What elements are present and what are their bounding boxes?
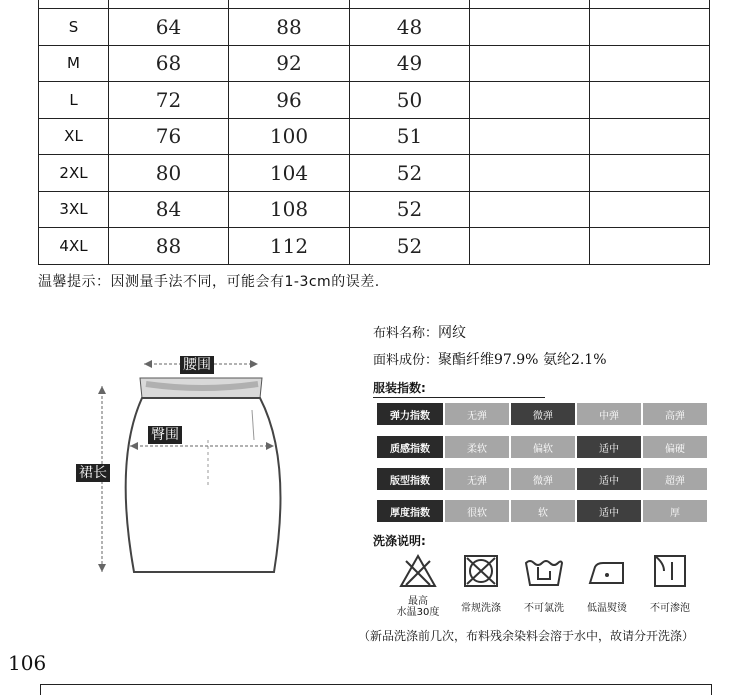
fabric-name-value: 网纹: [438, 325, 467, 341]
value-cell: 100: [229, 118, 350, 155]
value-cell: 68: [109, 45, 229, 82]
index-option: 柔软: [445, 436, 509, 458]
index-section-label: 服装指数:: [373, 381, 426, 395]
size-cell: L: [39, 82, 109, 119]
index-option: 无弹: [445, 403, 509, 425]
value-cell: 76: [109, 118, 229, 155]
value-cell: 52: [350, 191, 470, 228]
empty-cell: [470, 82, 590, 119]
empty-cell: [470, 9, 590, 46]
size-cell: S: [39, 9, 109, 46]
wash-caption: [575, 603, 639, 614]
value-cell: 48: [350, 9, 470, 46]
empty-cell: [590, 155, 710, 192]
index-name: 弹力指数: [377, 403, 443, 425]
composition-value: 聚酯纤维97.9% 氨纶2.1%: [438, 352, 607, 368]
table-row: [39, 155, 710, 192]
wash-note: （新品洗涤前几次，布料残余染料会溶于水中，故请分开洗涤）: [358, 629, 695, 643]
index-option: 适中: [577, 500, 641, 522]
value-cell: 64: [109, 9, 229, 46]
value-cell: 96: [229, 82, 350, 119]
table-row: [39, 191, 710, 228]
index-option: 适中: [577, 468, 641, 490]
waist-label: 腰围: [180, 356, 214, 374]
low-iron-icon: [587, 553, 627, 589]
no-bleach-icon: [524, 553, 564, 589]
value-cell: 92: [229, 45, 350, 82]
index-option: 超弹: [643, 468, 707, 490]
wash-section-label: 洗涤说明:: [373, 534, 426, 548]
wash-caption-line2: 不可渗泡: [650, 603, 690, 614]
size-cell: M: [39, 45, 109, 82]
wash-caption-line2: 不可氯洗: [524, 603, 564, 614]
index-row: [377, 403, 711, 425]
index-option: 高弹: [643, 403, 707, 425]
wash-caption-line1: 最高: [408, 596, 428, 607]
index-option: 中弹: [577, 403, 641, 425]
index-name: 厚度指数: [377, 500, 443, 522]
value-cell: 104: [229, 155, 350, 192]
no-machine-wash-icon: [461, 553, 501, 589]
value-cell: 52: [350, 155, 470, 192]
section-divider: [373, 397, 545, 398]
table-row: [39, 9, 710, 46]
value-cell: 84: [109, 191, 229, 228]
value-cell: 51: [350, 118, 470, 155]
size-cell: XL: [39, 118, 109, 155]
hand-wash-30-icon: [398, 553, 438, 589]
index-option: 无弹: [445, 468, 509, 490]
fabric-composition: [373, 349, 607, 369]
table-row: [39, 82, 710, 119]
wash-caption: [512, 603, 576, 614]
wash-caption: [449, 603, 513, 614]
next-table-edge: [40, 684, 712, 695]
skirt-diagram: [62, 340, 312, 590]
empty-cell: [590, 118, 710, 155]
index-row: [377, 468, 711, 490]
empty-cell: [590, 9, 710, 46]
wash-caption-line2: 低温熨烫: [587, 603, 627, 614]
no-soak-icon: [650, 553, 690, 589]
value-cell: 80: [109, 155, 229, 192]
size-cell: 4XL: [39, 228, 109, 265]
wash-caption-line2: 水温30度: [396, 607, 440, 618]
value-cell: 49: [350, 45, 470, 82]
wash-caption: [638, 603, 702, 614]
table-row: [39, 228, 710, 265]
empty-cell: [470, 155, 590, 192]
empty-cell: [590, 191, 710, 228]
size-cell: 2XL: [39, 155, 109, 192]
value-cell: 112: [229, 228, 350, 265]
length-label: 裙长: [76, 464, 110, 482]
measurement-tip: 温馨提示：因测量手法不同，可能会有1-3cm的误差.: [38, 274, 380, 290]
wash-caption: [386, 596, 450, 618]
index-option: 偏硬: [643, 436, 707, 458]
hip-label: 臀围: [148, 426, 182, 444]
index-row: [377, 436, 711, 458]
index-option: 微弹: [511, 403, 575, 425]
index-option: 软: [511, 500, 575, 522]
size-cell: 3XL: [39, 191, 109, 228]
table-row: [39, 45, 710, 82]
value-cell: 72: [109, 82, 229, 119]
index-option: 微弹: [511, 468, 575, 490]
index-name: 版型指数: [377, 468, 443, 490]
empty-cell: [590, 228, 710, 265]
table-row: [39, 118, 710, 155]
fabric-name: [373, 322, 466, 342]
empty-cell: [590, 45, 710, 82]
value-cell: 50: [350, 82, 470, 119]
size-chart-table: [38, 0, 710, 265]
empty-cell: [590, 82, 710, 119]
table-header-row: [39, 0, 710, 9]
index-row: [377, 500, 711, 522]
empty-cell: [470, 191, 590, 228]
empty-cell: [470, 118, 590, 155]
wash-caption-line2: 常规洗涤: [461, 603, 501, 614]
index-option: 适中: [577, 436, 641, 458]
index-option: 厚: [643, 500, 707, 522]
index-option: 很软: [445, 500, 509, 522]
fabric-name-label: 布料名称：: [373, 326, 439, 341]
index-option: 偏软: [511, 436, 575, 458]
value-cell: 88: [109, 228, 229, 265]
value-cell: 108: [229, 191, 350, 228]
value-cell: 52: [350, 228, 470, 265]
empty-cell: [470, 228, 590, 265]
composition-label: 面料成份：: [373, 353, 439, 368]
empty-cell: [470, 45, 590, 82]
page-number: 106: [8, 651, 47, 675]
value-cell: 88: [229, 9, 350, 46]
index-name: 质感指数: [377, 436, 443, 458]
